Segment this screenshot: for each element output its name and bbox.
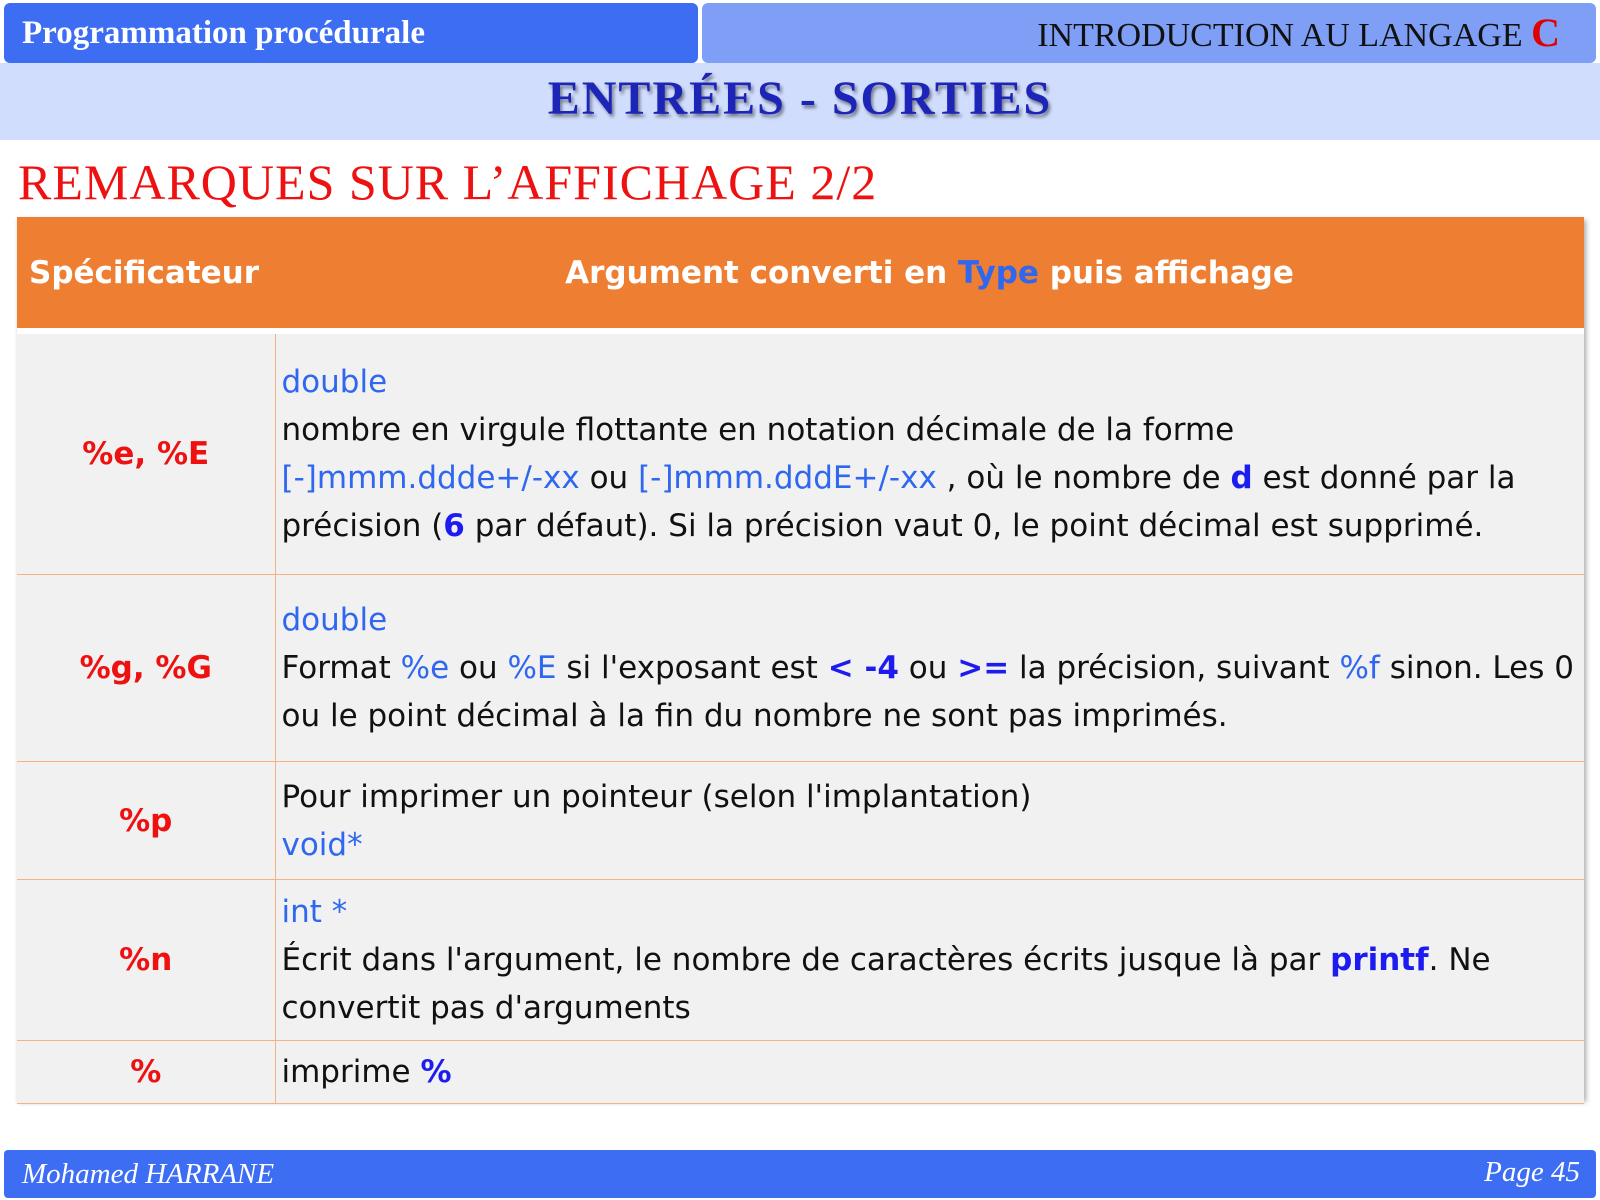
type-label: double [281,602,388,638]
description-cell [275,1041,1584,1104]
header-specifier: Spécificateur [17,217,275,331]
description-cell [275,880,1584,1041]
type-label: int * [281,894,348,930]
description-text: Format [281,650,401,686]
table-row [17,575,1584,762]
description-text: imprime [281,1054,421,1090]
header-argument [275,217,1584,331]
table-row [17,880,1584,1041]
description-text: nombre en virgule flottante en notation décimale de la forme [281,412,1235,448]
table-row [17,331,1584,575]
description-text: ou [579,460,639,496]
banner-title: ENTRÉES - SORTIES [547,72,1053,125]
highlight-text: %E [507,650,557,686]
table-row [17,762,1584,880]
description-text: sinon. Les 0 ou le point décimal à la fin du nombre ne sont pas imprimés. [281,650,1574,734]
highlight-text: %e [400,650,450,686]
description-text: Pour imprimer un pointeur (selon l'implantation) [281,778,1032,815]
specifier-cell: %p [17,762,275,880]
table-header-row [17,217,1584,331]
type-label: double [281,364,388,400]
description-text: . Ne convertit pas d'arguments [281,942,1491,1026]
description-text: si l'exposant est [556,650,828,686]
description-cell [275,575,1584,762]
highlight-text: >= [957,650,1010,686]
specifier-cell: %n [17,880,275,1041]
description-text: ou [898,650,958,686]
highlight-text: d [1230,460,1253,496]
header-argument-pre: Argument converti en [565,254,959,291]
description-text: par défaut). Si la précision vaut 0, le point décimal est supprimé. [464,508,1484,544]
description-cell [275,762,1584,880]
chapter-title [702,3,1596,63]
highlight-text: < -4 [827,650,899,686]
highlight-text: 6 [443,508,465,544]
type-label: void* [281,826,363,863]
highlight-text: printf [1330,942,1429,978]
footer-author: Mohamed HARRANE [22,1158,275,1190]
description-text: la précision, suivant [1009,650,1340,686]
specifier-cell: % [17,1041,275,1104]
format-example: [-]mmm.ddde+/-xx [281,460,580,496]
description-cell [275,331,1584,575]
footer-bar [4,1150,1596,1198]
highlight-text: % [420,1054,452,1090]
chapter-title-prefix: INTRODUCTION AU LANGAGE [1037,17,1532,54]
specifier-cell: %e, %E [17,331,275,575]
specifier-table [17,217,1584,1099]
page-number: Page 45 [1484,1156,1580,1188]
section-title: REMARQUES SUR L’AFFICHAGE 2/2 [18,154,878,210]
format-example: [-]mmm.dddE+/-xx [638,460,937,496]
description-text: Écrit dans l'argument, le nombre de caractères écrits jusque là par [281,942,1331,978]
course-title: Programmation procédurale [4,3,698,63]
table-row [17,1041,1584,1104]
header-argument-post: puis affichage [1038,254,1294,291]
description-text: , où le nombre de [936,460,1231,496]
description-text: ou [449,650,508,686]
header-argument-type: Type [958,254,1039,291]
highlight-text: %f [1339,650,1380,686]
specifier-cell: %g, %G [17,575,275,762]
description-text: est donné par la précision ( [281,460,1516,544]
chapter-title-accent: C [1531,10,1560,55]
